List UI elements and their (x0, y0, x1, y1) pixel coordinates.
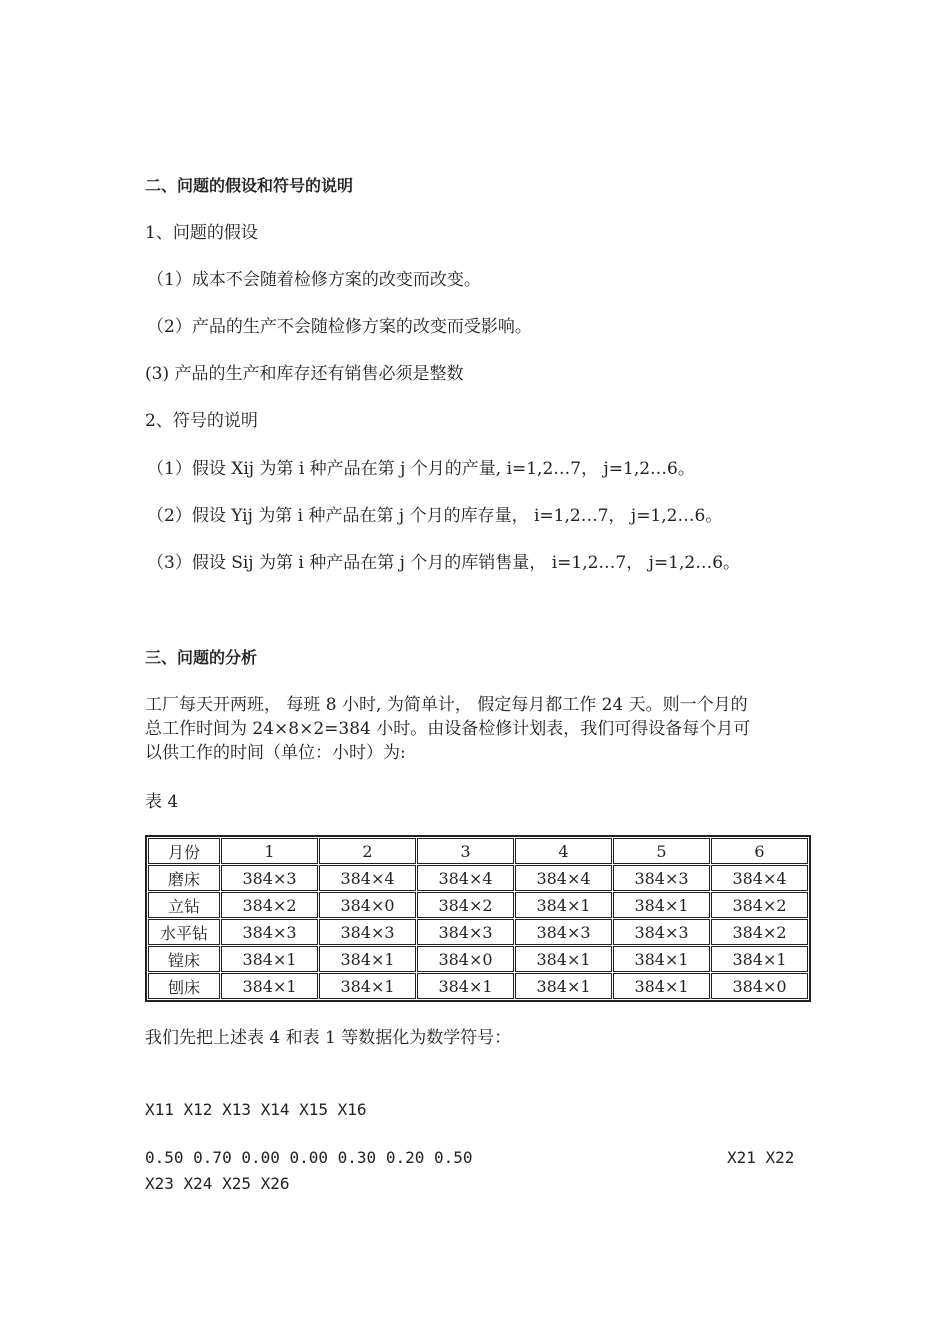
table-cell: 384×2 (417, 892, 514, 918)
table-header-cell: 5 (613, 838, 710, 864)
table-row-label: 刨床 (148, 973, 220, 999)
symbol-line-2-right: X21 X22 (727, 1148, 795, 1167)
assumption-1: （1）成本不会随着检修方案的改变而改变。 (147, 270, 481, 290)
symbol-def-1: （1）假设 Xij 为第 i 种产品在第 j 个月的产量, i=1,2…7， j=1,2…6。 (147, 459, 695, 479)
assumption-3: (3) 产品的生产和库存还有销售必须是整数 (145, 364, 464, 384)
table-cell: 384×2 (221, 892, 318, 918)
symbol-line-3: X23 X24 X25 X26 (145, 1174, 290, 1193)
table-header-cell: 6 (711, 838, 808, 864)
symbol-line-1: X11 X12 X13 X14 X15 X16 (145, 1100, 367, 1119)
table-cell: 384×1 (221, 946, 318, 972)
assumption-2: （2）产品的生产不会随检修方案的改变而受影响。 (147, 317, 532, 337)
table-cell: 384×1 (515, 946, 612, 972)
paragraph-line: 总工作时间为 24×8×2=384 小时。由设备检修计划表，我们可得设备每个月可 (145, 719, 751, 739)
table-cell: 384×1 (613, 946, 710, 972)
table-cell: 384×1 (319, 973, 416, 999)
table-header-cell: 1 (221, 838, 318, 864)
table-row (148, 865, 808, 891)
table-row-label: 立钻 (148, 892, 220, 918)
table-cell: 384×1 (515, 973, 612, 999)
table-row (148, 946, 808, 972)
assumptions-title: 1、问题的假设 (145, 223, 258, 243)
table-cell: 384×3 (221, 919, 318, 945)
section3-heading: 三、问题的分析 (145, 648, 258, 667)
table-header-cell: 3 (417, 838, 514, 864)
table-row-label: 镗床 (148, 946, 220, 972)
table-header-cell: 2 (319, 838, 416, 864)
table-cell: 384×1 (417, 973, 514, 999)
table-header-cell: 4 (515, 838, 612, 864)
after-table-text: 我们先把上述表 4 和表 1 等数据化为数学符号： (145, 1028, 512, 1048)
table-cell: 384×3 (417, 919, 514, 945)
table-cell: 384×2 (711, 919, 808, 945)
symbol-def-3: （3）假设 Sij 为第 i 种产品在第 j 个月的库销售量， i=1,2…7， j=1,2…6。 (147, 553, 741, 573)
table-caption: 表 4 (145, 792, 179, 812)
table-cell: 384×2 (711, 892, 808, 918)
table-cell: 384×4 (515, 865, 612, 891)
table-cell: 384×4 (711, 865, 808, 891)
table-cell: 384×4 (417, 865, 514, 891)
table-row-label: 水平钻 (148, 919, 220, 945)
table-cell: 384×1 (613, 973, 710, 999)
paragraph-line: 工厂每天开两班， 每班 8 小时, 为简单计， 假定每月都工作 24 天。则一个月的 (145, 695, 748, 715)
table-row (148, 892, 808, 918)
table-cell: 384×4 (319, 865, 416, 891)
table-cell: 384×0 (319, 892, 416, 918)
table-cell: 384×3 (613, 919, 710, 945)
table-cell: 384×1 (221, 973, 318, 999)
table-cell: 384×1 (319, 946, 416, 972)
analysis-paragraph (145, 693, 810, 765)
table-cell: 384×3 (221, 865, 318, 891)
table-cell: 384×1 (613, 892, 710, 918)
symbol-line-2-left: 0.50 0.70 0.00 0.00 0.30 0.20 0.50 (145, 1148, 473, 1167)
table-cell: 384×3 (319, 919, 416, 945)
machine-hours-table (145, 835, 811, 1002)
table-cell: 384×1 (711, 946, 808, 972)
table-row-label: 磨床 (148, 865, 220, 891)
section2-heading: 二、问题的假设和符号的说明 (145, 176, 354, 195)
table-row (148, 973, 808, 999)
table-header-cell: 月份 (148, 838, 220, 864)
table-cell: 384×3 (613, 865, 710, 891)
table-cell: 384×1 (515, 892, 612, 918)
paragraph-line: 以供工作的时间（单位：小时）为: (145, 743, 406, 763)
table-row (148, 919, 808, 945)
symbol-def-2: （2）假设 Yij 为第 i 种产品在第 j 个月的库存量， i=1,2…7， j=1,2…6。 (147, 506, 723, 526)
table-cell: 384×0 (417, 946, 514, 972)
symbols-title: 2、符号的说明 (145, 411, 258, 431)
table-cell: 384×3 (515, 919, 612, 945)
table-header-row (148, 838, 808, 864)
table-cell: 384×0 (711, 973, 808, 999)
